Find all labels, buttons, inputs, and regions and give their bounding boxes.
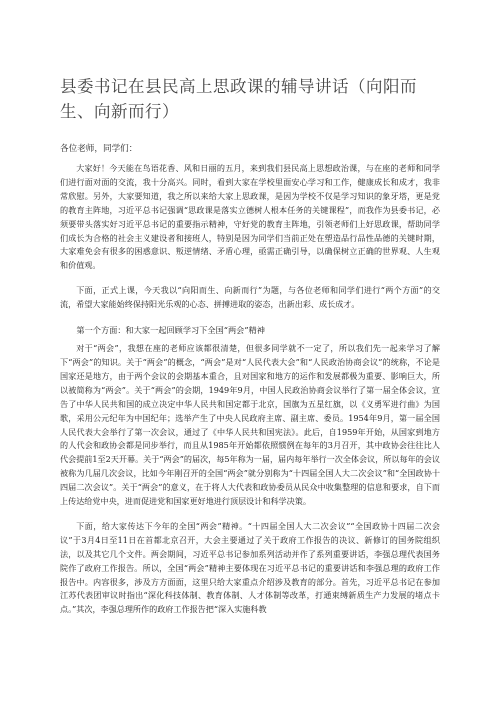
paragraph-greeting: 大家好！今天能在鸟语花香、风和日丽的五月，来到我们县民高上思想政治课，与在座的老师和同学们进行面对面的交流，我十分高兴。同时，看到大家在学校里面安心学习和工作，健康成长和成才，我非常欣慰。另外，大家要知道，我之所以来给大家上思政课，是因为学校不仅是学习知识的象牙塔，更是党的教育主阵地，习近平总书记强调“思政课是落实立德树人根本任务的关键课程”，而我作为县委书记，必须要带头落实好习近平总书记的重要指示精神，守好党的教育主阵地，引领老师们上好思政课，帮助同学们成长为合格的社会主义建设者和接班人，特别是因为同学们当前正处在塑造品行品性品德的关键时期，大家难免会有很多的困惑意识、叛逆情绪、矛盾心理，亟需正确引导，以确保树立正确的世界观、人生观和价值观。 bbox=[60, 163, 440, 271]
paragraph-two-sessions-spirit: 下面，给大家传达下今年的全国“两会”精神。“十四届全国人大二次会议”“全国政协十四届二次会议”于3月4日至11日在首都北京召开，大会主要通过了关于政府工作报告的决议、新修订的国务院组织法，以及其它几个文件。两会期间，习近平总书记参加系列活动并作了系列重要讲话，李强总理代表国务院作了政府工作报告。所以，全国“两会”精神主要体现在习近平总书记的重要讲话和李强总理的政府工作报告中。内容很多，涉及方方面面，这里只给大家重点介绍涉及教育的部分。首先，习近平总书记在参加江苏代表团审议时指出“深化科技体制、教育体制、人才体制等改革，打通束缚新质生产力发展的堵点卡点。”其次，李强总理所作的政府工作报告把“深入实施科教 bbox=[60, 520, 440, 615]
section-heading-one: 第一个方面：和大家一起回顾学习下全国“两会”精神 bbox=[76, 325, 265, 336]
document-title: 县委书记在县民高上思政课的辅导讲话（向阳而生、向新而行） bbox=[60, 77, 417, 121]
paragraph-topic: 下面，正式上课，今天我以“向阳而生、向新而行”为题，与各位老师和同学们进行“两个方面”的交流，希望大家能始终保持阳光乐观的心态、拼搏进取的姿态，出新出彩、成长成才。 bbox=[60, 285, 440, 310]
salutation: 各位老师，同学们： bbox=[60, 144, 138, 154]
paragraph-two-sessions-knowledge: 对于“两会”，我想在座的老师应该都很清楚，但很多同学就不一定了，所以我们先一起来学习了解下“两会”的知识。关于“两会”的概念，“两会”是对“人民代表大会”和“人民政治协商会议”的统称，不论是国家还是地方，由于两个会议的会期基本重合，且对国家和地方的运作和发展都极为重要、影响巨大，所以被简称为“两会”。关于“两会”的会期，1949年9月，中国人民政治协商会议举行了第一届全体会议，宣告了中华人民共和国的成立决定中华人民共和国定都于北京，国旗为五星红旗，以《义勇军进行曲》为国歌，采用公元纪年为中国纪年；选举产生了中央人民政府主席、副主席、委员。1954年9月，第一届全国人民代表大会举行了第一次会议，通过了《中华人民共和国宪法》。此后，自1959年开始，从国家到地方的人代会和政协会都是同步举行，而且从1985年开始都依照惯例在每年的3月召开，其中政协会往往比人代会提前1至2天开幕。关于“两会”的届次，每5年称为一届，届内每年举行一次全体会议，所以每年的会议被称为几届几次会议，比如今年刚召开的全国“两会”就分别称为“十四届全国人大二次会议”和“全国政协十四届二次会议”。关于“两会”的意义，在于将人大代表和政协委员从民众中收集整理的信息和要求，自下而上传达给党中央，进而促进党和国家更好地进行顶层设计和科学决策。 bbox=[60, 343, 440, 507]
